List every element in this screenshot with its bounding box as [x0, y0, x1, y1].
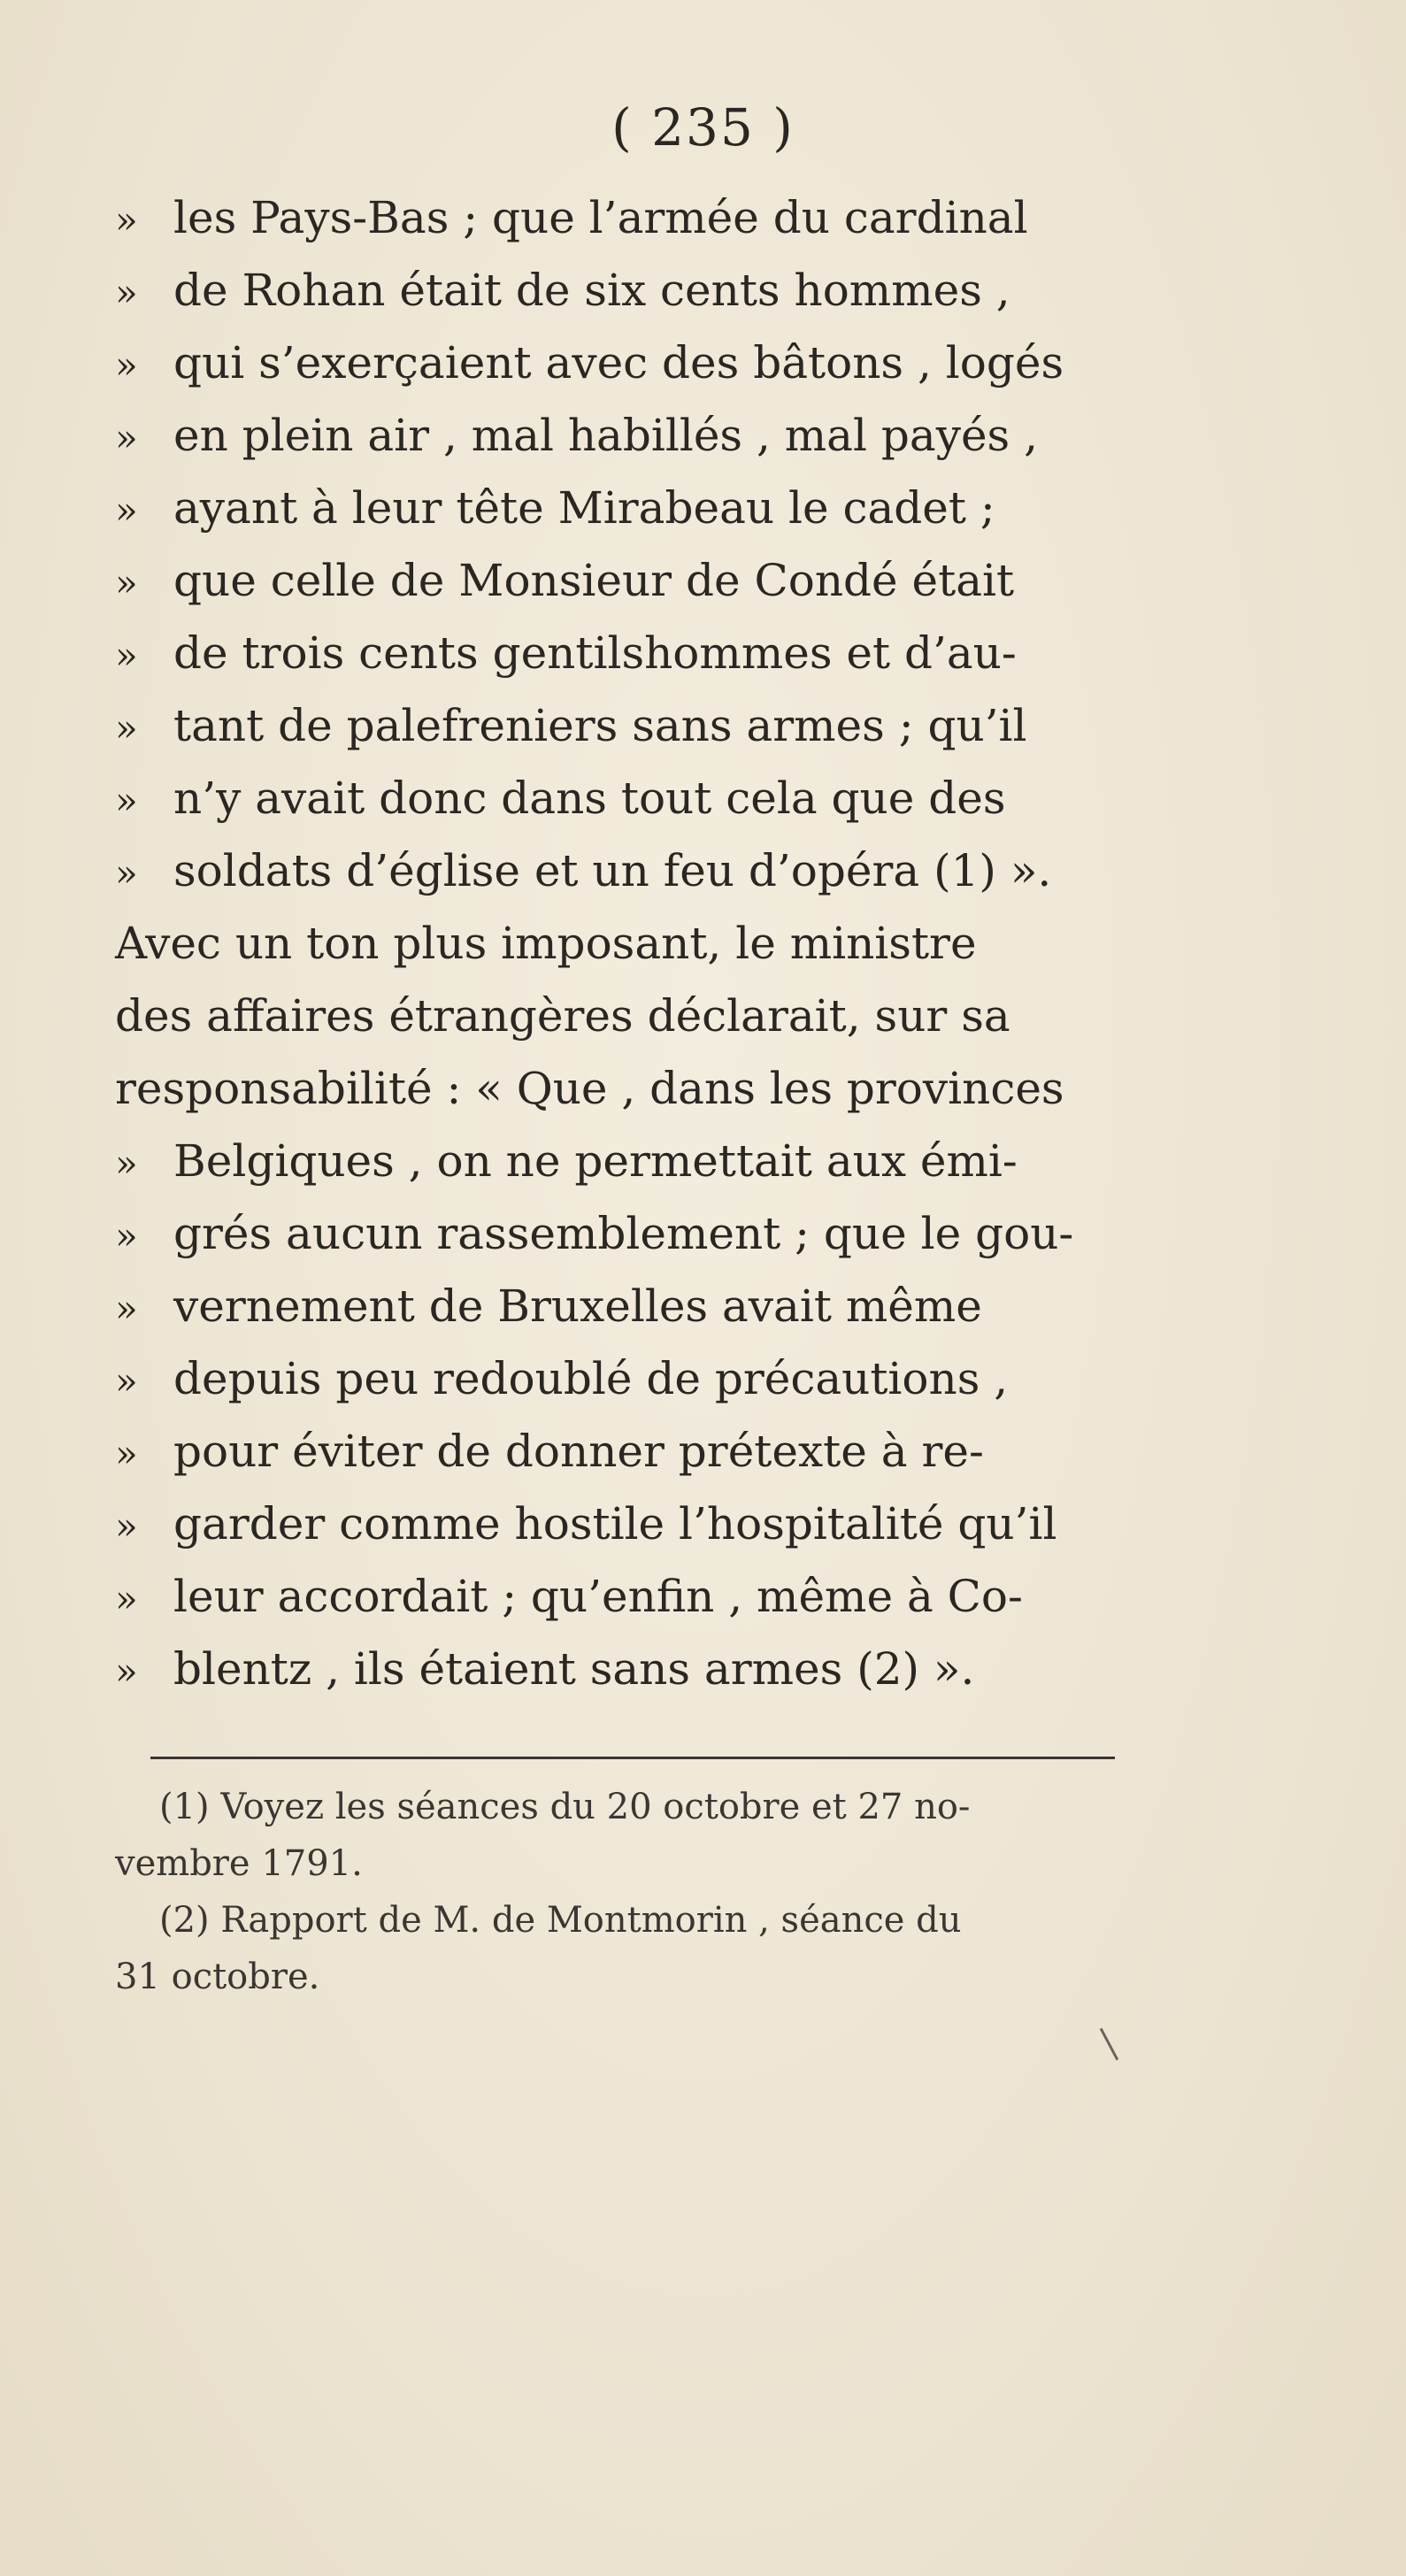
- line-text: des affaires étrangères déclarait, sur sa: [115, 990, 1010, 1042]
- line-text: vernement de Bruxelles avait même: [173, 1280, 982, 1332]
- quote-mark: »: [115, 416, 138, 459]
- text-line: [115, 472, 1115, 544]
- quote-mark: »: [115, 1577, 138, 1620]
- quote-mark: »: [115, 1359, 138, 1403]
- text-line: [115, 1488, 1115, 1560]
- text-line: [115, 254, 1115, 327]
- quote-mark: »: [115, 1142, 138, 1185]
- quote-mark: »: [115, 561, 138, 604]
- line-text: tant de palefreniers sans armes ; qu’il: [173, 700, 1027, 751]
- text-line: [115, 980, 1115, 1052]
- footnote-line: (2) Rapport de M. de Montmorin , séance du: [159, 1900, 962, 1941]
- quote-mark: »: [115, 343, 138, 387]
- quote-mark: »: [115, 198, 138, 242]
- quote-mark: »: [115, 1214, 138, 1257]
- line-text: de trois cents gentilshommes et d’au-: [173, 627, 1017, 679]
- text-line: [115, 399, 1115, 472]
- quote-mark: »: [115, 779, 138, 822]
- stray-ink-mark: [1100, 2028, 1118, 2061]
- quote-mark: »: [115, 851, 138, 895]
- quote-mark: »: [115, 1432, 138, 1475]
- line-text: qui s’exerçaient avec des bâtons , logés: [173, 337, 1064, 388]
- line-text: Avec un ton plus imposant, le ministre: [115, 918, 977, 969]
- line-text: blentz , ils étaient sans armes (2) ».: [173, 1643, 975, 1695]
- text-line: [115, 617, 1115, 689]
- text-line: [115, 834, 1115, 907]
- main-text: [115, 181, 1115, 1705]
- quote-mark: »: [115, 1504, 138, 1548]
- line-text: responsabilité : « Que , dans les provinces: [115, 1063, 1064, 1114]
- text-line: [115, 181, 1115, 254]
- line-text: garder comme hostile l’hospitalité qu’il: [173, 1498, 1057, 1549]
- quote-mark: »: [115, 1287, 138, 1330]
- text-line: [115, 1560, 1115, 1633]
- line-text: que celle de Monsieur de Condé était: [173, 555, 1015, 606]
- text-line: [115, 689, 1115, 762]
- line-text: ayant à leur tête Mirabeau le cadet ;: [173, 482, 995, 534]
- text-line: [115, 1415, 1115, 1488]
- text-line: [115, 327, 1115, 399]
- text-line: [115, 1197, 1115, 1270]
- quote-mark: »: [115, 634, 138, 677]
- line-text: les Pays-Bas ; que l’armée du cardinal: [173, 192, 1028, 243]
- text-line: [115, 907, 1115, 980]
- footnotes: [115, 1779, 1115, 2005]
- line-text: n’y avait donc dans tout cela que des: [173, 773, 1006, 824]
- line-text: de Rohan était de six cents hommes ,: [173, 265, 1010, 316]
- line-text: en plein air , mal habillés , mal payés ,: [173, 410, 1038, 461]
- footnote-line: 31 octobre.: [115, 1957, 320, 1997]
- text-line: [115, 1125, 1115, 1197]
- line-text: grés aucun rassemblement ; que le gou-: [173, 1208, 1074, 1259]
- quote-mark: »: [115, 706, 138, 750]
- line-text: depuis peu redoublé de précautions ,: [173, 1353, 1009, 1404]
- quote-mark: »: [115, 271, 138, 314]
- text-line: [115, 1342, 1115, 1415]
- page-number: ( 235 ): [611, 97, 795, 158]
- footnote-line: (1) Voyez les séances du 20 octobre et 27 no-: [159, 1787, 971, 1827]
- text-line: [115, 544, 1115, 617]
- line-text: leur accordait ; qu’enfin , même à Co-: [173, 1571, 1023, 1622]
- line-text: soldats d’église et un feu d’opéra (1) ».: [173, 845, 1052, 896]
- line-text: Belgiques , on ne permettait aux émi-: [173, 1135, 1018, 1187]
- line-text: pour éviter de donner prétexte à re-: [173, 1426, 984, 1477]
- footnote-line: vembre 1791.: [115, 1843, 363, 1884]
- quote-mark: »: [115, 1649, 138, 1693]
- text-line: [115, 1270, 1115, 1342]
- text-line: [115, 1633, 1115, 1705]
- footnote-divider: [150, 1757, 1115, 1759]
- text-line: [115, 762, 1115, 834]
- quote-mark: »: [115, 488, 138, 532]
- text-line: [115, 1052, 1115, 1125]
